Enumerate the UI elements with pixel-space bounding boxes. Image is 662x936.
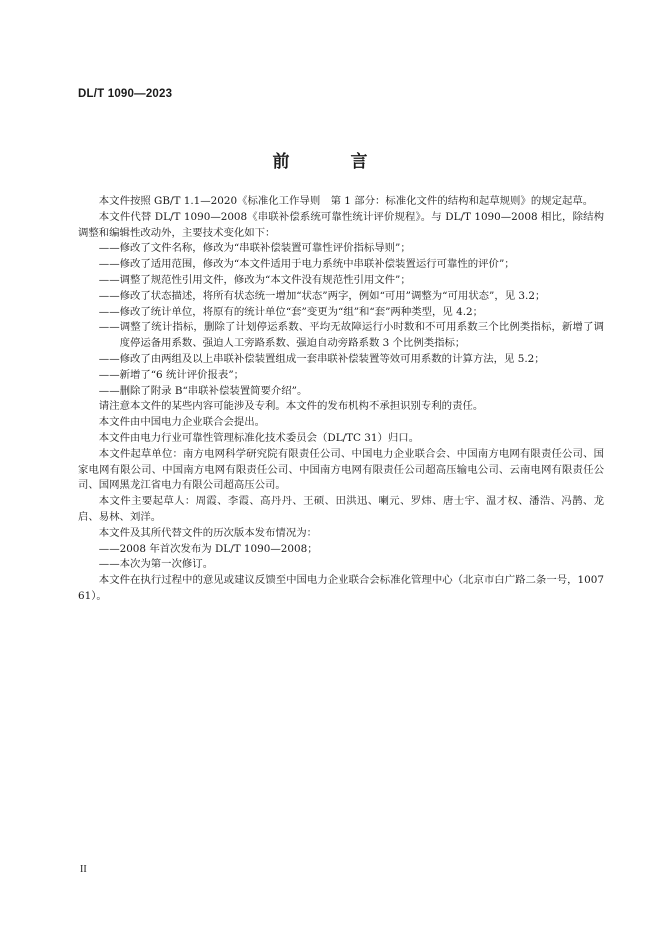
paragraph: 本文件由电力行业可靠性管理标准化技术委员会（DL/TC 31）归口。: [98, 431, 420, 444]
preface-body: [78, 194, 604, 605]
paragraph: 本文件主要起草人：周霞、李霞、高丹丹、王硕、田洪迅、喇元、罗炜、唐士宇、温才权、潘浩、冯鹊、龙启、易林、刘洋。: [78, 495, 604, 523]
list-item: ——修改了适用范围，修改为“本文件适用于电力系统中串联补偿装置运行可靠性的评价”；: [98, 258, 515, 271]
paragraph: 本文件代替 DL/T 1090—2008《串联补偿系统可靠性统计评价规程》。与 DL/T 1090—2008 相比，除结构调整和编辑性改动外，主要技术变化如下：: [78, 210, 604, 239]
list-item: ——修改了文件名称，修改为“串联补偿装置可靠性评价指标导则”；: [98, 242, 411, 255]
paragraph: 本文件起草单位：南方电网科学研究院有限责任公司、中国电力企业联合会、中国南方电网有限责任公司、国家电网有限公司、中国南方电网有限责任公司、中国南方电网有限责任公司超高压输电公司、云南电网有限责任公司、国网黑龙江省电力有限公司超高压公司。: [78, 447, 604, 492]
list-item: ——修改了统计单位，将原有的统计单位“套”变更为“组”和“套”两种类型，见 4.2；: [98, 305, 483, 318]
list-item: ——删除了附录 B“串联补偿装置简要介绍”。: [98, 384, 308, 397]
page-title: 前 言: [272, 152, 390, 172]
paragraph: 请注意本文件的某些内容可能涉及专利。本文件的发布机构不承担识别专利的责任。: [98, 400, 484, 413]
list-item: ——2008 年首次发布为 DL/T 1090—2008；: [98, 542, 318, 555]
list-item: ——新增了“6 统计评价报表”；: [98, 368, 245, 381]
paragraph: 本文件及其所代替文件的历次版本发布情况为：: [98, 526, 317, 539]
paragraph: 本文件在执行过程中的意见或建议反馈至中国电力企业联合会标准化管理中心（北京市白广路二条一号，100761）。: [78, 574, 604, 602]
paragraph: 本文件按照 GB/T 1.1—2020《标准化工作导则 第 1 部分：标准化文件的结构和起草规则》的规定起草。: [98, 195, 594, 207]
list-item: ——修改了状态描述，将所有状态统一增加“状态”两字，例如“可用”调整为“可用状态”，见 3.2；: [98, 289, 546, 302]
list-item: ——修改了由两组及以上串联补偿装置组成一套串联补偿装置等效可用系数的计算方法，见 5.2；: [98, 352, 545, 365]
list-item: ——本次为第一次修订。: [98, 558, 214, 571]
paragraph: 本文件由中国电力企业联合会提出。: [98, 416, 266, 429]
document-code: DL/T 1090—2023: [78, 88, 173, 100]
page-number: II: [80, 864, 87, 875]
list-item: ——调整了规范性引用文件，修改为“本文件没有规范性引用文件”；: [98, 273, 411, 286]
list-item: ——调整了统计指标，删除了计划停运系数、平均无故障运行小时数和不可用系数三个比例类指标，新增了调度停运备用系数、强迫人工旁路系数、强迫自动旁路系数 3 个比例类指标；: [98, 321, 604, 350]
